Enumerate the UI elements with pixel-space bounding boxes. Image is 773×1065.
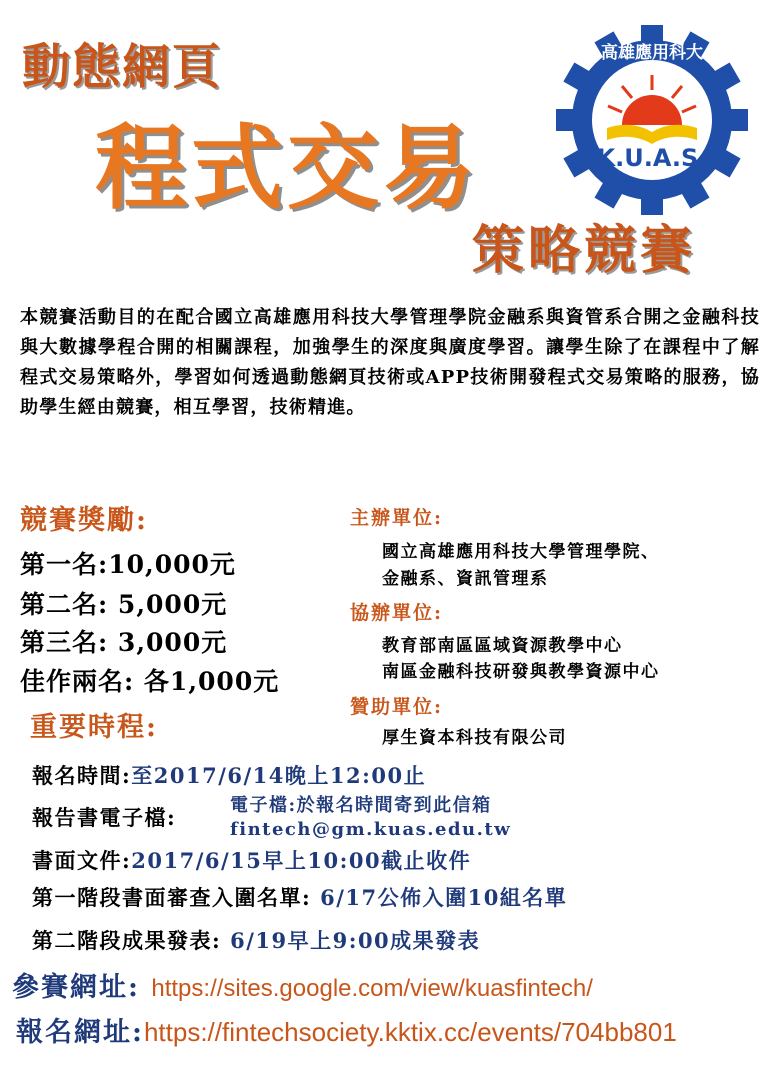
host-line-2: 金融系、資訊管理系: [382, 569, 549, 589]
signup-link[interactable]: https://fintechsociety.kktix.cc/events/704bb801: [143, 1017, 677, 1047]
report-line-1: 電子檔:於報名時間寄到此信箱: [230, 795, 492, 816]
co-organizer-heading: 協辦單位:: [350, 602, 444, 624]
contest-link-label: 參賽網址:: [12, 972, 152, 1003]
intro-paragraph: 本競賽活動目的在配合國立高雄應用科技大學管理學院金融系與資管系合開之金融科技與大數據學程合開的相關課程，加強學生的深度與廣度學習。讓學生除了在課程中了解程式交易策略外，學習如何透過動態網頁技術或APP技術開發程式交易策略的服務，協助學生經由競賽，相互學習，技術精進。: [20, 307, 760, 418]
schedule-stage1: [32, 882, 567, 912]
schedule-heading: 重要時程:: [30, 712, 158, 743]
paper-label: 書面文件:: [32, 848, 132, 873]
stage2-label: 第二階段成果發表:: [32, 928, 222, 953]
prize-heading: 競賽獎勵:: [20, 505, 148, 536]
co-organizer-line-2: 南區金融科技研發與教學資源中心: [382, 662, 660, 682]
title-line-2: 程式交易: [95, 114, 480, 222]
contest-link-row: [12, 965, 593, 1004]
host-heading: 主辦單位:: [350, 507, 444, 529]
registration-value: 至2017/6/14晚上12:00止: [131, 763, 427, 788]
schedule-stage2: [32, 925, 480, 955]
sponsor-heading: 贊助單位:: [350, 696, 444, 718]
stage1-value: 6/17公佈入圍10組名單: [311, 885, 568, 910]
title-line-3: 策略競賽: [472, 220, 697, 281]
sponsor-line-1: 厚生資本科技有限公司: [382, 728, 567, 748]
prize-first: 第一名:10,000元: [20, 550, 236, 579]
report-email[interactable]: fintech@gm.kuas.edu.tw: [230, 819, 512, 840]
prize-honorable: 佳作兩名: 各1,000元: [20, 667, 280, 696]
host-line-1: 國立高雄應用科技大學管理學院、: [382, 542, 660, 562]
logo-ring-text: 高雄應用科大: [601, 43, 703, 63]
paper-value: 2017/6/15早上10:00截止收件: [131, 848, 472, 873]
schedule-registration: [32, 760, 426, 790]
signup-link-row: [16, 1010, 677, 1049]
report-label: 報告書電子檔:: [32, 805, 177, 830]
schedule-paper: [32, 845, 471, 875]
title-line-1: 動態網頁: [22, 39, 223, 95]
signup-link-label: 報名網址:: [16, 1017, 144, 1048]
kuas-logo: [545, 25, 760, 215]
prize-second: 第二名: 5,000元: [20, 590, 228, 619]
logo-abbr: K.U.A.S.: [596, 144, 708, 172]
co-organizer-line-1: 教育部南區區域資源教學中心: [382, 636, 623, 656]
stage1-label: 第一階段書面審查入圍名單:: [32, 885, 312, 910]
stage2-value: 6/19早上9:00成果發表: [221, 928, 481, 953]
prize-third: 第三名: 3,000元: [20, 628, 228, 657]
registration-label: 報名時間:: [32, 763, 132, 788]
contest-link[interactable]: https://sites.google.com/view/kuasfintech/: [151, 975, 593, 1002]
